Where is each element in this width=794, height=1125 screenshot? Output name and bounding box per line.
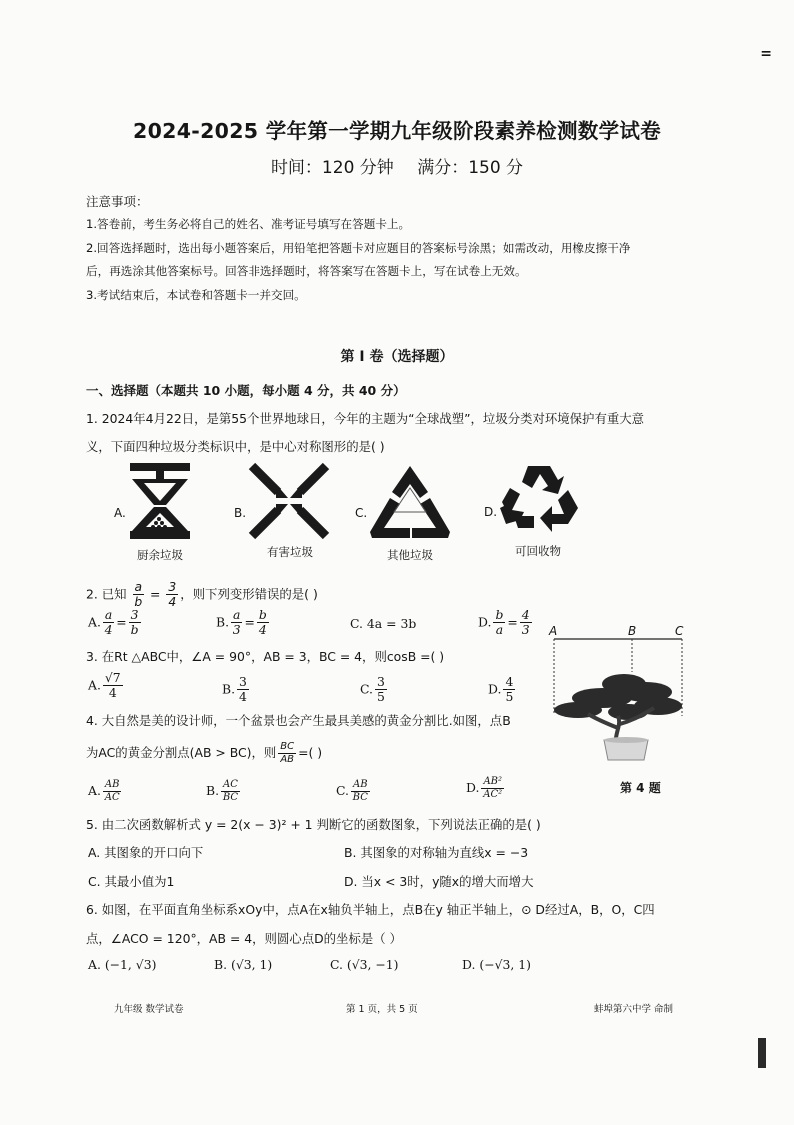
q1-option-c-letter: C.	[355, 506, 368, 520]
notice-heading: 注意事项：	[86, 194, 149, 209]
q4-line2-pre: 为AC的黄金分割点(AB > BC)，则	[86, 745, 277, 760]
recyclable-waste-icon	[498, 462, 580, 534]
q6-option-b: B. (√3, 1)	[214, 957, 273, 972]
q2-option-b: B. $\frac{a}{3}$ = $\frac{b}{4}$	[216, 607, 267, 638]
q2-stem-pre: 2. 已知	[86, 586, 127, 602]
q2-option-a: A. $\frac{a}{4}$ = $\frac{3}{b}$	[88, 607, 139, 638]
scan-edge-mark	[758, 1038, 766, 1068]
q1-option-d-caption: 可回收物	[515, 544, 561, 558]
q6-option-c: C. (√3, −1)	[330, 957, 399, 972]
q6-line1: 6. 如图，在平面直角坐标系xOy中，点A在x轴负半轴上，点B在y 轴正半轴上，⊙ D经过A，B，O，C四	[86, 902, 655, 917]
q1-line2: 义，下面四种垃圾分类标识中，是中心对称图形的是( )	[86, 439, 385, 454]
q1-option-a-letter: A.	[114, 506, 126, 520]
exam-score: 满分：150 分	[417, 158, 524, 178]
fig4-label-b: B	[628, 624, 637, 638]
footer-right: 蚌埠第六中学 命制	[594, 1004, 674, 1015]
notice-item: 3.考试结束后，本试卷和答题卡一并交回。	[86, 288, 306, 302]
footer-left: 九年级 数学试卷	[114, 1004, 184, 1015]
fig4-caption: 第 4 题	[620, 781, 661, 795]
q5-option-b: B. 其图象的对称轴为直线x = −3	[344, 845, 529, 860]
q4-line1: 4. 大自然是美的设计师，一个盆景也会产生最具美感的黄金分割比.如图，点B	[86, 713, 511, 728]
q3-option-b: B. $\frac{3}{4}$	[222, 674, 247, 705]
q1-option-c-caption: 其他垃圾	[387, 548, 433, 562]
q1-option-a-caption: 厨余垃圾	[137, 548, 183, 562]
q5-option-a: A. 其图象的开口向下	[88, 845, 204, 860]
hazardous-waste-icon	[248, 462, 330, 540]
notice-item: 2.回答选择题时，选出每小题答案后，用铅笔把答题卡对应题目的答案标号涂黑；如需改动，用橡皮擦干净	[86, 241, 631, 255]
notice-item: 后，再选涂其他答案标号。回答非选择题时，将答案写在答题卡上，写在试卷上无效。	[86, 264, 527, 278]
q4-option-d: D. $\frac{\text{AB²}}{\text{AC²}}$	[466, 776, 503, 800]
q4-option-c: C. $\frac{AB}{BC}$	[336, 779, 368, 803]
food-waste-icon	[126, 461, 194, 541]
q3-option-d: D. $\frac{4}{5}$	[488, 674, 514, 705]
q2-given-fraction: $\frac{a}{b}$	[134, 579, 143, 610]
q5-stem: 5. 由二次函数解析式 y = 2(x − 3)² + 1 判断它的函数图象，下列说法正确的是( )	[86, 817, 541, 832]
notice-item: 1.答卷前，考生务必将自己的姓名、准考证号填写在答题卡上。	[86, 217, 411, 231]
part-title: 一、选择题（本题共 10 小题，每小题 4 分，共 40 分）	[86, 383, 406, 398]
q4-option-a: A. $\frac{AB}{AC}$	[88, 779, 120, 803]
q2-given-value: $\frac{3}{4}$	[168, 579, 177, 610]
q2-option-c: C. 4a = 3b	[350, 616, 417, 631]
q3-option-a: A. $\frac{√7}{4}$	[88, 670, 121, 701]
footer-page: 第 1 页，共 5 页	[346, 1004, 418, 1015]
exam-subtitle	[0, 153, 794, 178]
q2-stem-post: ，则下列变形错误的是( )	[180, 586, 318, 602]
corner-mark: =	[760, 46, 772, 62]
exam-time: 时间：120 分钟	[270, 158, 394, 178]
other-waste-icon	[366, 462, 454, 542]
fig4-label-c: C	[675, 624, 684, 638]
fig4-label-a: A	[549, 624, 558, 638]
q6-option-a: A. (−1, √3)	[88, 957, 157, 972]
q1-option-b-letter: B.	[234, 506, 247, 520]
exam-title: 2024-2025 学年第一学期九年级阶段素养检测数学试卷	[133, 119, 661, 143]
section-title: 第 I 卷（选择题）	[340, 349, 454, 365]
q5-option-c: C. 其最小值为1	[88, 874, 175, 889]
q1-line1: 1. 2024年4月22日，是第55个世界地球日，今年的主题为“全球战塑”，垃圾分类对环境保护有重大意	[86, 411, 645, 426]
q3-stem: 3. 在Rt △ABC中，∠A = 90°，AB = 3，BC = 4，则cosB =( )	[86, 649, 445, 664]
q5-option-d: D. 当x < 3时，y随x的增大而增大	[344, 874, 534, 889]
bonsai-figure	[548, 636, 688, 762]
q4-option-b: B. $\frac{AC}{BC}$	[206, 779, 239, 803]
q2-option-d: D. $\frac{b}{a}$ = $\frac{4}{3}$	[478, 607, 530, 638]
q6-line2: 点，∠ACO = 120°，AB = 4，则圆心点D的坐标是（ ）	[86, 931, 402, 946]
q4-line2-post: =( )	[298, 745, 323, 760]
q6-option-d: D. (−√3, 1)	[462, 957, 531, 972]
q4-line2: 为AC的黄金分割点(AB > BC)，则 $\frac{BC}{AB}$ =( )	[86, 741, 323, 765]
q1-option-d-letter: D.	[484, 505, 498, 519]
q3-option-c: C. $\frac{3}{5}$	[360, 674, 385, 705]
q1-option-b-caption: 有害垃圾	[267, 545, 313, 559]
q2-stem: 2. 已知 $\frac{a}{b}$ = $\frac{3}{4}$ ，则下列变形错误的是( )	[86, 579, 318, 610]
